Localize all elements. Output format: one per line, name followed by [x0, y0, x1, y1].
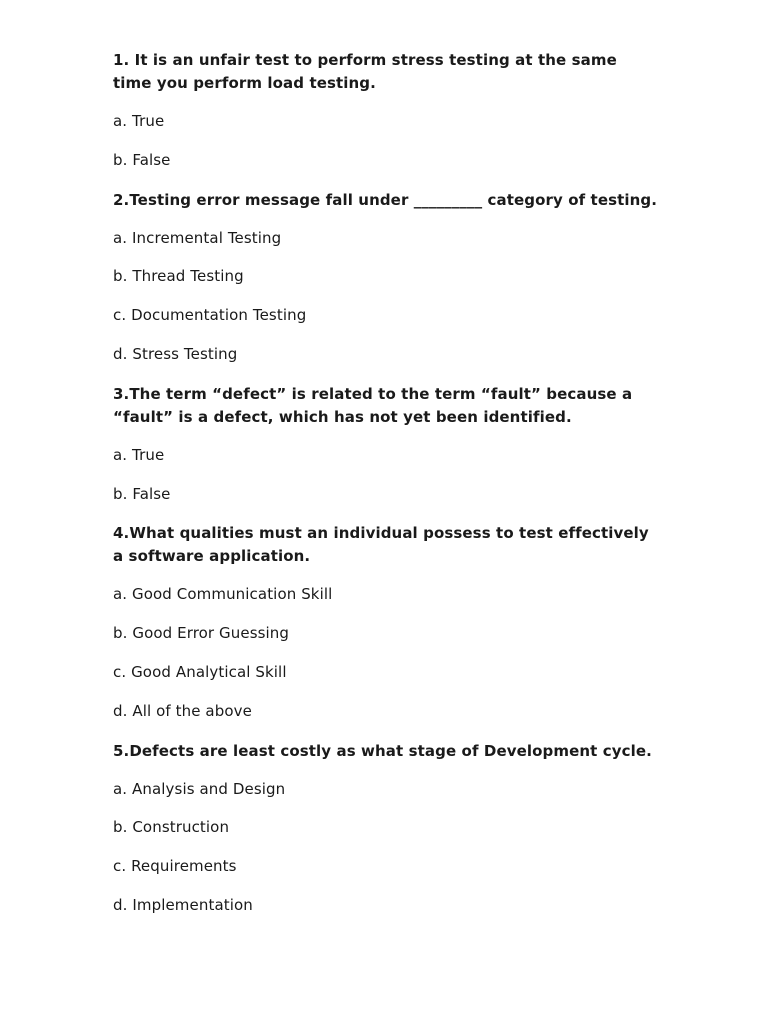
question-4-option-d: d. All of the above	[113, 701, 252, 720]
question-3-option-a: a. True	[113, 445, 165, 464]
question-block-2	[113, 189, 658, 364]
question-3-option-b: b. False	[113, 484, 171, 503]
question-4-text: 4.What qualities must an individual possess to test effectively a software application.	[113, 524, 649, 566]
question-3-text: 3.The term “defect” is related to the term “fault” because a “fault” is a defect, which has not yet been identified.	[113, 384, 633, 426]
question-2-option-b: b. Thread Testing	[113, 267, 244, 286]
question-2-option-a: a. Incremental Testing	[113, 228, 282, 247]
question-block-4	[113, 522, 658, 720]
question-5-option-a: a. Analysis and Design	[113, 779, 286, 798]
question-2-text: 2.Testing error message fall under _________ category of testing.	[113, 190, 658, 209]
question-4-option-b: b. Good Error Guessing	[113, 624, 290, 643]
question-block-3	[113, 383, 658, 504]
question-4-option-c: c. Good Analytical Skill	[113, 662, 287, 681]
question-5-option-b: b. Construction	[113, 818, 230, 837]
question-1-text: 1. It is an unfair test to perform stress testing at the same time you perform load testing.	[113, 51, 617, 92]
question-5-text: 5.Defects are least costly as what stage of Development cycle.	[113, 741, 652, 760]
question-1-option-b: b. False	[113, 150, 171, 169]
quiz-document	[113, 49, 658, 934]
question-5-option-d: d. Implementation	[113, 895, 253, 914]
question-4-option-a: a. Good Communication Skill	[113, 585, 333, 604]
question-2-option-c: c. Documentation Testing	[113, 306, 307, 325]
question-2-option-d: d. Stress Testing	[113, 344, 238, 363]
question-1-option-a: a. True	[113, 112, 165, 130]
question-block-5	[113, 740, 658, 915]
question-block-1	[113, 49, 658, 170]
question-5-option-c: c. Requirements	[113, 857, 237, 876]
